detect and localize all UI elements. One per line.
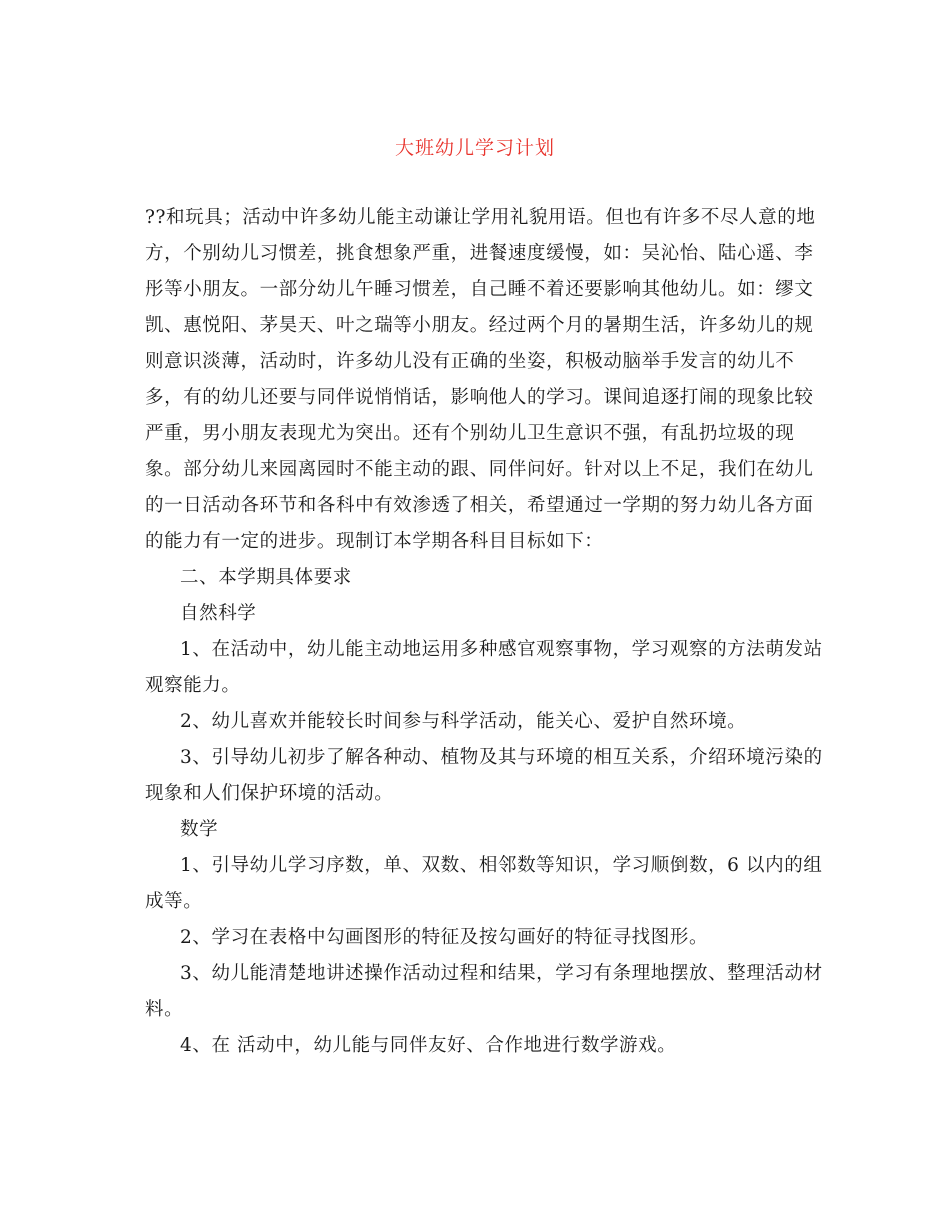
body-line: 3、引导幼儿初步了解各种动、植物及其与环境的相互关系，介绍环境污染的: [180, 747, 823, 768]
subject-heading-science: 自然科学: [180, 603, 257, 624]
section-heading: 二、本学期具体要求: [180, 567, 352, 588]
body-line: 象。部分幼儿来园离园时不能主动的跟、同伴问好。针对以上不足，我们在幼儿: [145, 459, 814, 480]
body-line: 彤等小朋友。一部分幼儿午睡习惯差，自己睡不着还要影响其他幼儿。如：缪文: [145, 279, 814, 300]
body-line: 观察能力。: [145, 675, 241, 696]
body-line: 则意识淡薄，活动时，许多幼儿没有正确的坐姿，积极动脑举手发言的幼儿不: [145, 351, 795, 372]
body-line: 2、幼儿喜欢并能较长时间参与科学活动，能关心、爱护自然环境。: [180, 711, 747, 732]
body-line: 2、学习在表格中勾画图形的特征及按勾画好的特征寻找图形。: [180, 927, 709, 948]
body-line: 现象和人们保护环境的活动。: [145, 783, 394, 804]
body-line: 的能力有一定的进步。现制订本学期各科目目标如下：: [145, 531, 604, 552]
subject-heading-math: 数学: [180, 819, 219, 840]
body-line: 方，个别幼儿习惯差，挑食想象严重，进餐速度缓慢，如：吴沁怡、陆心遥、李: [145, 243, 814, 264]
body-line: 3、幼儿能清楚地讲述操作活动过程和结果，学习有条理地摆放、整理活动材: [180, 963, 823, 984]
document-title: 大班幼儿学习计划: [394, 137, 555, 159]
body-line: 多，有的幼儿还要与同伴说悄悄话，影响他人的学习。课间追逐打闹的现象比较: [145, 387, 814, 408]
body-line: 的一日活动各环节和各科中有效渗透了相关，希望通过一学期的努力幼儿各方面: [145, 495, 814, 516]
body-line: 凯、惠悦阳、茅昊天、叶之瑞等小朋友。经过两个月的暑期生活，许多幼儿的规: [145, 315, 814, 336]
body-line: 严重，男小朋友表现尤为突出。还有个别幼儿卫生意识不强，有乱扔垃圾的现: [145, 423, 795, 444]
body-line: ??和玩具；活动中许多幼儿能主动谦让学用礼貌用语。但也有许多不尽人意的地: [145, 207, 816, 228]
body-line: 1、引导幼儿学习序数，单、双数、相邻数等知识，学习顺倒数，6 以内的组: [180, 855, 823, 876]
body-line: 4、在 活动中，幼儿能与同伴友好、合作地进行数学游戏。: [180, 1035, 677, 1056]
body-line: 1、在活动中，幼儿能主动地运用多种感官观察事物，学习观察的方法萌发站: [180, 639, 823, 660]
body-line: 成等。: [145, 891, 203, 912]
body-line: 料。: [145, 999, 184, 1020]
